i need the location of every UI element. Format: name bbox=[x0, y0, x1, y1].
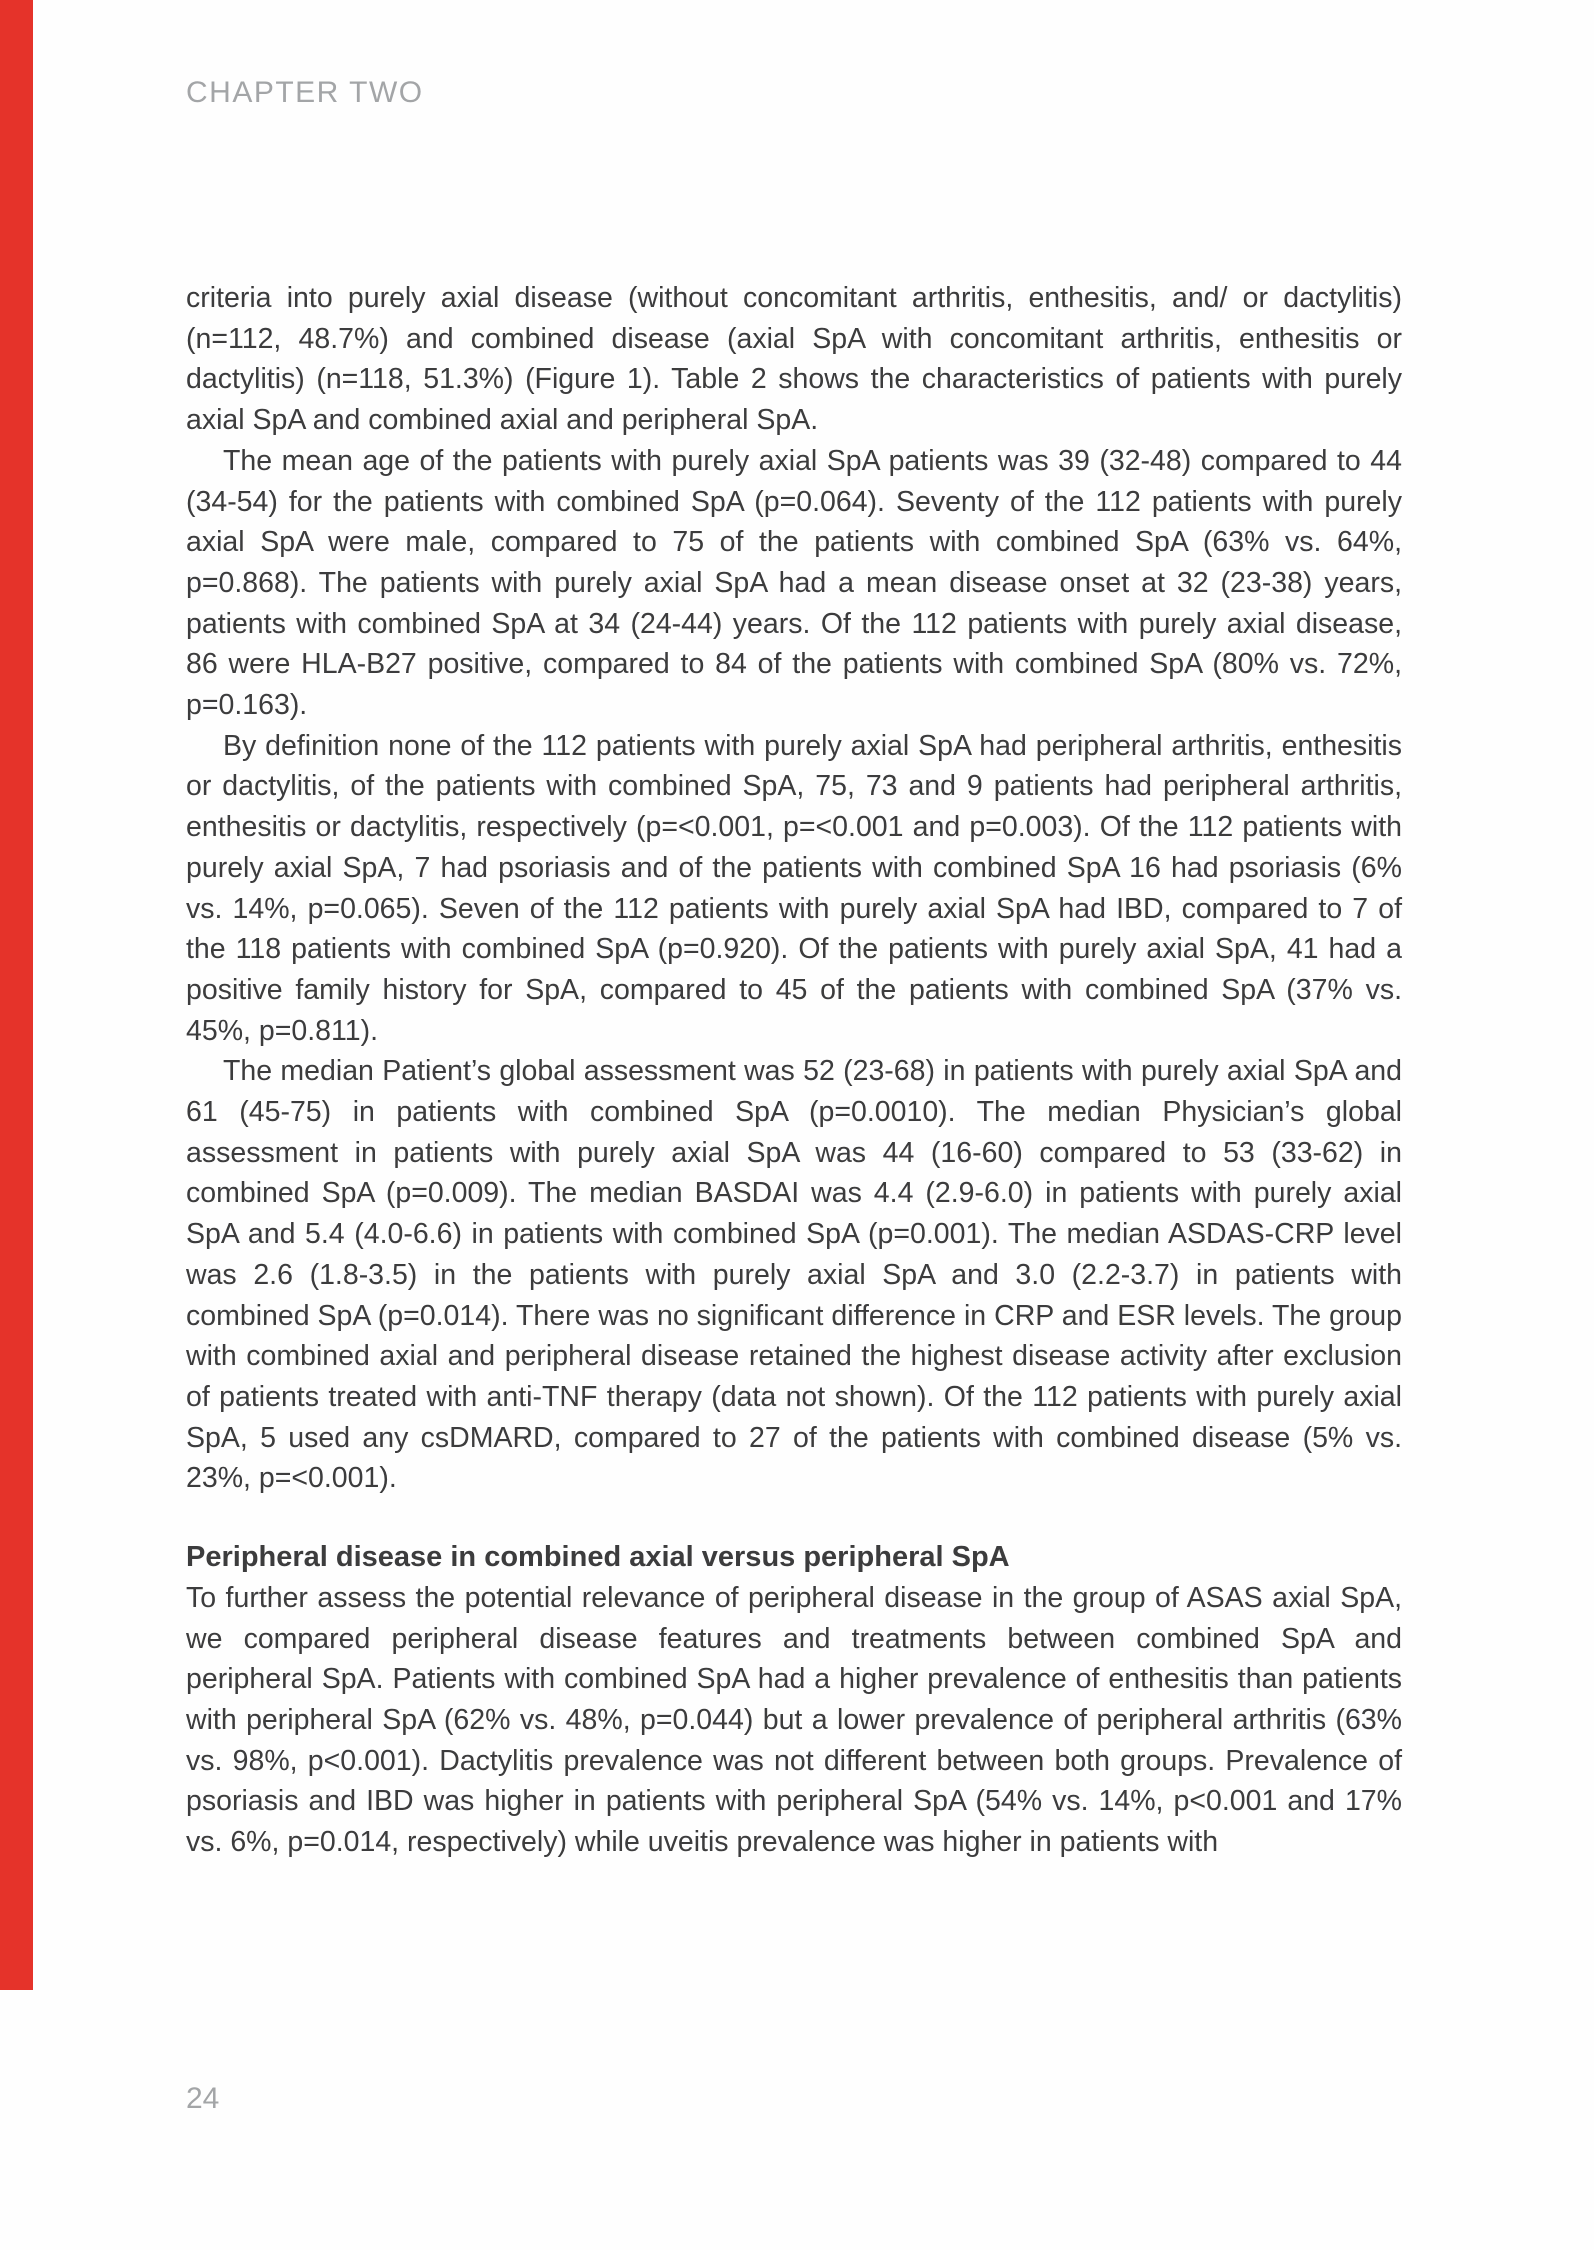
body-text-block bbox=[186, 278, 1402, 1863]
body-paragraph: The median Patient’s global assessment was 52 (23-68) in patients with purely axial SpA and 61 (45-75) in patients with combined SpA (p=0.0010). The median Physician’s global assessment in patients with purely axial SpA was 44 (16-60) compared to 53 (33-62) in combined SpA (p=0.009). The median BASDAI was 4.4 (2.9-6.0) in patients with purely axial SpA and 5.4 (4.0-6.6) in patients with combined SpA (p=0.001). The median ASDAS-CRP level was 2.6 (1.8-3.5) in the patients with purely axial SpA and 3.0 (2.2-3.7) in patients with combined SpA (p=0.014). There was no significant difference in CRP and ESR levels. The group with combined axial and peripheral disease retained the highest disease activity after exclusion of patients treated with anti-TNF therapy (data not shown). Of the 112 patients with purely axial SpA, 5 used any csDMARD, compared to 27 of the patients with combined disease (5% vs. 23%, p=<0.001). bbox=[186, 1055, 1402, 1495]
body-paragraph: criteria into purely axial disease (without concomitant arthritis, enthesitis, and/ or dactylitis) (n=112, 48.7%) and combined disease (axial SpA with concomitant arthritis, enthesitis or dactylitis) (n=118, 51.3%) (Figure 1). Table 2 shows the characteristics of patients with purely axial SpA and combined axial and peripheral SpA. bbox=[186, 282, 1402, 437]
section-heading: Peripheral disease in combined axial versus peripheral SpA bbox=[186, 1541, 1010, 1574]
page-number: 24 bbox=[186, 2082, 220, 2115]
body-paragraph: By definition none of the 112 patients with purely axial SpA had peripheral arthritis, enthesitis or dactylitis, of the patients with combined SpA, 75, 73 and 9 patients had peripheral arthritis, enthesitis or dactylitis, respectively (p=<0.001, p=<0.001 and p=0.003). Of the 112 patients with purely axial SpA, 7 had psoriasis and of the patients with combined SpA 16 had psoriasis (6% vs. 14%, p=0.065). Seven of the 112 patients with purely axial SpA had IBD, compared to 7 of the 118 patients with combined SpA (p=0.920). Of the patients with purely axial SpA, 41 had a positive family history for SpA, compared to 45 of the patients with combined SpA (37% vs. 45%, p=0.811). bbox=[186, 729, 1402, 1047]
body-paragraph: The mean age of the patients with purely axial SpA patients was 39 (32-48) compared to 44 (34-54) for the patients with combined SpA (p=0.064). Seventy of the 112 patients with purely axial SpA were male, compared to 75 of the patients with combined SpA (63% vs. 64%, p=0.868). The patients with purely axial SpA had a mean disease onset at 32 (23-38) years, patients with combined SpA at 34 (24-44) years. Of the 112 patients with purely axial disease, 86 were HLA-B27 positive, compared to 84 of the patients with combined SpA (80% vs. 72%, p=0.163). bbox=[186, 444, 1402, 722]
chapter-edge-tab bbox=[0, 0, 33, 1990]
body-paragraph: To further assess the potential relevance of peripheral disease in the group of ASAS axial SpA, we compared peripheral disease features and treatments between combined SpA and peripheral SpA. Patients with combined SpA had a higher prevalence of enthesitis than patients with peripheral SpA (62% vs. 48%, p=0.044) but a lower prevalence of peripheral arthritis (63% vs. 98%, p<0.001). Dactylitis prevalence was not different between both groups. Prevalence of psoriasis and IBD was higher in patients with peripheral SpA (54% vs. 14%, p<0.001 and 17% vs. 6%, p=0.014, respectively) while uveitis prevalence was higher in patients with bbox=[186, 1581, 1402, 1859]
running-header: CHAPTER TWO bbox=[186, 76, 424, 109]
